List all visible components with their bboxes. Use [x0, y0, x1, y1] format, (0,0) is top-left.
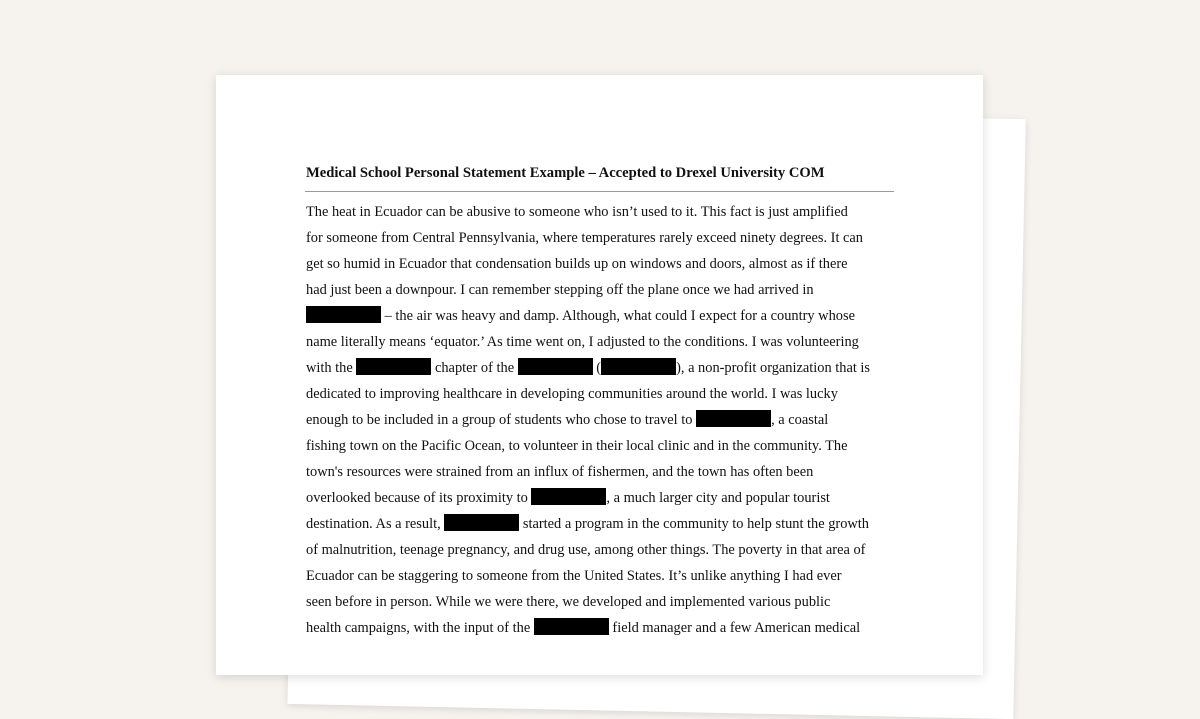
- body-line: [306, 355, 896, 381]
- document-body: [306, 199, 896, 641]
- body-text-segment: , a coastal: [771, 412, 829, 428]
- body-line: [306, 615, 896, 641]
- title-underline: [305, 191, 894, 192]
- body-text-segment: – the air was heavy and damp. Although, what could I expect for a country whose: [381, 308, 855, 324]
- redaction-block: [696, 410, 771, 427]
- body-text-segment: ), a non-profit organization that is: [676, 360, 871, 376]
- body-text-segment: get so humid in Ecuador that condensation builds up on windows and doors, almost as if there: [306, 256, 848, 272]
- body-line: [306, 433, 896, 459]
- body-line: [306, 225, 896, 251]
- redaction-block: [534, 618, 609, 635]
- body-line: [306, 199, 896, 225]
- body-line: [306, 459, 896, 485]
- redaction-block: [444, 514, 519, 531]
- body-line: [306, 485, 896, 511]
- body-text-segment: seen before in person. While we were there, we developed and implemented various public: [306, 594, 831, 610]
- body-text-segment: started a program in the community to help stunt the growth: [519, 516, 870, 532]
- body-line: [306, 511, 896, 537]
- body-line: [306, 303, 896, 329]
- body-text-segment: field manager and a few American medical: [608, 620, 861, 636]
- body-text-segment: with the: [306, 360, 357, 376]
- body-line: [306, 537, 896, 563]
- body-text-segment: name literally means ‘equator.’ As time went on, I adjusted to the conditions. I was volunteering: [306, 334, 859, 350]
- body-text-segment: Ecuador can be staggering to someone from the United States. It’s unlike anything I had ever: [306, 568, 842, 584]
- body-text-segment: (: [592, 360, 602, 376]
- body-text-segment: , a much larger city and popular tourist: [606, 490, 830, 506]
- redaction-block: [601, 358, 676, 375]
- body-text-segment: for someone from Central Pennsylvania, where temperatures rarely exceed ninety degrees. It can: [306, 230, 864, 246]
- body-line: [306, 563, 896, 589]
- body-line: [306, 407, 896, 433]
- body-text-segment: of malnutrition, teenage pregnancy, and drug use, among other things. The poverty in that area of: [306, 542, 866, 558]
- document-title: Medical School Personal Statement Example – Accepted to Drexel University COM: [306, 165, 825, 181]
- body-line: [306, 277, 896, 303]
- redaction-block: [306, 306, 381, 323]
- body-text-segment: overlooked because of its proximity to: [306, 490, 532, 506]
- body-text-segment: health campaigns, with the input of the: [306, 620, 534, 636]
- body-text-segment: chapter of the: [431, 360, 518, 376]
- body-line: [306, 251, 896, 277]
- body-text-segment: town's resources were strained from an influx of fishermen, and the town has often been: [306, 464, 814, 480]
- body-line: [306, 329, 896, 355]
- redaction-block: [356, 358, 431, 375]
- body-text-segment: The heat in Ecuador can be abusive to someone who isn’t used to it. This fact is just amplified: [306, 204, 848, 220]
- body-line: [306, 589, 896, 615]
- body-text-segment: enough to be included in a group of students who chose to travel to: [306, 412, 697, 428]
- redaction-block: [518, 358, 593, 375]
- redaction-block: [531, 488, 606, 505]
- body-text-segment: destination. As a result,: [306, 516, 445, 532]
- body-line: [306, 381, 896, 407]
- body-text-segment: dedicated to improving healthcare in developing communities around the world. I was lucky: [306, 386, 838, 402]
- body-text-segment: fishing town on the Pacific Ocean, to volunteer in their local clinic and in the community. The: [306, 438, 848, 454]
- document-page: [216, 75, 983, 675]
- body-text-segment: had just been a downpour. I can remember stepping off the plane once we had arrived in: [306, 282, 814, 298]
